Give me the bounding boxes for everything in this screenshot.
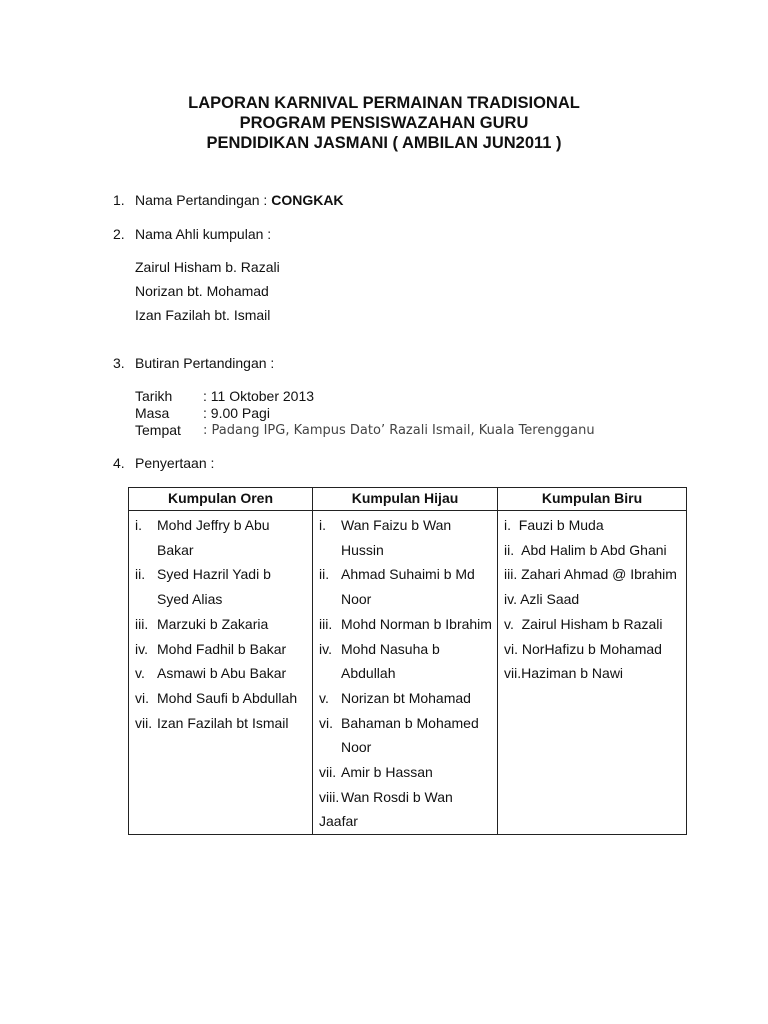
list-item-text: Asmawi b Abu Bakar (157, 665, 287, 682)
competition-name: CONGKAK (271, 192, 344, 208)
list-item-number: v. (319, 689, 329, 706)
list-item-text: Jaafar (319, 813, 358, 830)
list-item (319, 562, 497, 611)
list-item-text: Izan Fazilah bt Ismail (157, 714, 289, 731)
list-item: iv. Azli Saad (504, 591, 580, 608)
detail-key: Tarikh (135, 388, 173, 404)
list-item-number: vi. (135, 689, 149, 706)
list-item (319, 513, 497, 562)
section-3-label: Butiran Pertandingan : (135, 355, 275, 371)
section-2-number: 2. (113, 226, 125, 242)
list-item (319, 760, 497, 785)
list-item (135, 637, 312, 662)
list-item-text: Syed Alias (157, 591, 223, 608)
list-item-number: v. (135, 665, 145, 682)
header-kumpulan-biru: Kumpulan Biru (498, 488, 687, 511)
list-item-number: viii. (319, 788, 340, 805)
list-item-text: Abdullah (341, 665, 396, 682)
list-item-text: Amir b Hassan (341, 764, 433, 781)
header-kumpulan-oren: Kumpulan Oren (129, 488, 313, 511)
member-name: Zairul Hisham b. Razali (135, 259, 280, 275)
list-item-number: vii. (135, 714, 153, 731)
list-item-text: Mohd Nasuha b (341, 640, 440, 657)
list-item-number: iii. (135, 615, 149, 632)
document-title (0, 93, 768, 153)
member-name: Izan Fazilah bt. Ismail (135, 307, 271, 323)
list-item-number: i. (319, 517, 326, 533)
participants-table (128, 487, 687, 835)
list-item-text: Marzuki b Zakaria (157, 615, 269, 632)
list-item (135, 686, 312, 711)
section-3-number: 3. (113, 355, 125, 371)
list-item-text: Ahmad Suhaimi b Md (341, 566, 475, 583)
title-line-2: PROGRAM PENSISWAZAHAN GURU (239, 114, 529, 132)
list-item-number: ii. (319, 566, 330, 583)
list-item (319, 686, 497, 711)
list-item: vii.Haziman b Nawi (504, 665, 624, 682)
title-line-1: LAPORAN KARNIVAL PERMAINAN TRADISIONAL (188, 94, 580, 112)
biru-list (498, 511, 687, 835)
list-item-text: Syed Hazril Yadi b (157, 566, 271, 583)
list-item-number: iv. (135, 640, 148, 657)
list-item-number: vi. (319, 714, 333, 731)
list-item-text: Norizan bt Mohamad (341, 689, 471, 706)
header-kumpulan-hijau: Kumpulan Hijau (313, 488, 498, 511)
detail-key: Tempat (135, 422, 181, 438)
hijau-list (313, 511, 498, 835)
table-row (129, 511, 687, 835)
list-item-number: iii. (319, 615, 333, 632)
competition-label: Nama Pertandingan : (135, 192, 272, 208)
list-item (319, 637, 497, 686)
list-item-text: Bahaman b Mohamed (341, 714, 479, 731)
list-item-text: Bakar (157, 541, 194, 558)
list-item-number: iv. (319, 640, 332, 657)
list-item-text: Wan Rosdi b Wan (341, 788, 453, 805)
detail-value: : 11 Oktober 2013 (203, 388, 315, 404)
oren-list (129, 511, 313, 835)
list-item-text: Mohd Norman b Ibrahim (341, 615, 492, 632)
section-1-number: 1. (113, 192, 125, 208)
list-item-text: Mohd Saufi b Abdullah (157, 689, 298, 706)
detail-value: : Padang IPG, Kampus Dato’ Razali Ismail, Kuala Terengganu (203, 423, 595, 438)
table-header-row (129, 488, 687, 511)
list-item (135, 661, 312, 686)
list-item-text: Mohd Jeffry b Abu (157, 517, 270, 533)
section-4-number: 4. (113, 455, 125, 471)
member-name: Norizan bt. Mohamad (135, 283, 269, 299)
list-item (135, 562, 312, 611)
list-item-number: ii. (135, 566, 146, 583)
list-item: v. Zairul Hisham b Razali (504, 615, 663, 632)
list-item-text: Noor (341, 739, 372, 756)
list-item (319, 785, 497, 834)
section-2-label: Nama Ahli kumpulan : (135, 226, 272, 242)
list-item (319, 711, 497, 760)
title-line-3: PENDIDIKAN JASMANI ( AMBILAN JUN2011 ) (206, 134, 562, 152)
list-item: vi. NorHafizu b Mohamad (504, 640, 662, 657)
section-4-label: Penyertaan : (135, 455, 215, 471)
list-item (135, 711, 312, 736)
list-item-text: Noor (341, 591, 372, 608)
detail-key: Masa (135, 405, 170, 421)
list-item-text: Hussin (341, 541, 384, 558)
list-item-text: Mohd Fadhil b Bakar (157, 640, 287, 657)
list-item-number: i. (135, 517, 142, 533)
section-1-text (135, 192, 344, 209)
list-item (319, 612, 497, 637)
list-item (135, 612, 312, 637)
list-item-text: Wan Faizu b Wan (341, 517, 452, 533)
list-item (135, 513, 312, 562)
list-item: ii. Abd Halim b Abd Ghani (504, 541, 667, 558)
list-item: i. Fauzi b Muda (504, 517, 604, 533)
list-item: iii. Zahari Ahmad @ Ibrahim (504, 566, 677, 583)
detail-value: : 9.00 Pagi (203, 405, 270, 421)
list-item-number: vii. (319, 764, 337, 781)
